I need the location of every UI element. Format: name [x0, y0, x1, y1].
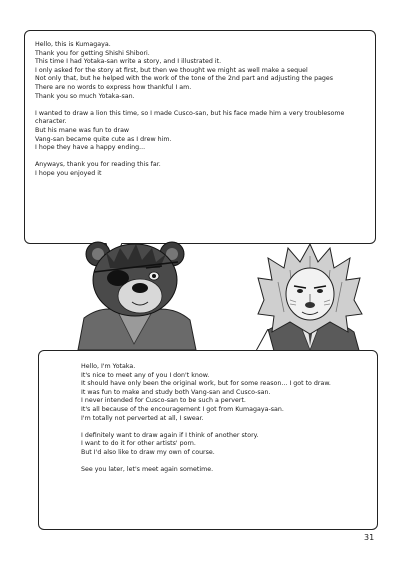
text-line: But I'd also like to draw my own of course.: [81, 448, 215, 456]
top-paragraph-2: [35, 110, 363, 153]
text-line: I never intended for Cusco-san to be such a pervert.: [81, 397, 246, 405]
text-line: Not only that, but he helped with the work of the tone of the 2nd part and adjusting the pages: [35, 75, 334, 83]
text-line: It's all because of the encouragement I got from Kumagaya-san.: [81, 405, 284, 413]
text-line: This time I had Yotaka-san write a story, and I illustrated it.: [35, 58, 222, 66]
text-line: But his mane was fun to draw: [35, 126, 130, 134]
page-number: 31: [364, 533, 375, 542]
text-line: Vang-san became quite cute as I drew him.: [35, 135, 172, 143]
text-line: I only asked for the story at first, but then we thought we might as well make a sequel: [35, 66, 308, 74]
text-line: There are no words to express how thankful I am.: [35, 83, 192, 91]
text-line: I wanted to draw a lion this time, so I made Cusco-san, but his face made him a very troublesome character.: [35, 109, 345, 126]
bottom-paragraph-1: [81, 363, 365, 423]
text-line: I hope they have a happy ending...: [35, 144, 146, 152]
top-paragraph-3: [35, 161, 363, 178]
bear-character-illustration: [70, 232, 200, 350]
text-line: See you later, let's meet again sometime.: [81, 466, 214, 474]
text-line: I definitely want to draw again if I think of another story.: [81, 431, 259, 439]
top-bubble-text: [35, 41, 363, 179]
text-line: It's nice to meet any of you I don't know.: [81, 371, 210, 379]
text-line: Hello, I'm Yotaka.: [81, 363, 136, 370]
text-line: I'm totally not perverted at all, I swear.: [81, 414, 204, 422]
text-line: Hello, this is Kumagaya.: [35, 41, 111, 48]
top-paragraph-1: [35, 41, 363, 101]
bottom-paragraph-3: [81, 466, 365, 475]
bottom-paragraph-2: [81, 432, 365, 458]
bottom-bubble-text: [81, 363, 365, 475]
bottom-speech-bubble: [38, 350, 378, 530]
text-line: It should have only been the original work, but for some reason... I got to draw.: [81, 380, 331, 388]
text-line: Thank you so much Yotaka-san.: [35, 92, 135, 100]
text-line: It was fun to make and study both Vang-san and Cusco-san.: [81, 388, 271, 396]
text-line: I want to do it for other artists' porn.: [81, 440, 196, 448]
text-line: Anyways, thank you for reading this far.: [35, 161, 161, 169]
bottom-bubble-tail: [254, 329, 276, 351]
text-line: I hope you enjoyed it: [35, 169, 102, 177]
text-line: Thank you for getting Shishi Shibori.: [35, 49, 150, 57]
top-speech-bubble: [24, 30, 376, 244]
